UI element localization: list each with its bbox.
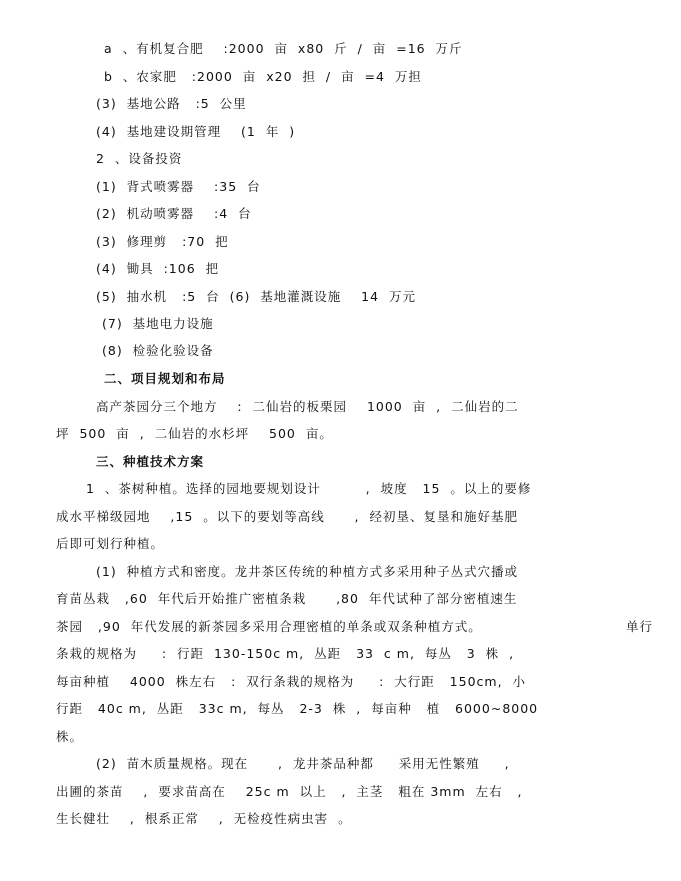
text-line: 成水平梯级园地 ,15 。以下的要划等高线 , 经初垦、复垦和施好基肥: [56, 509, 518, 524]
text-line: (5) 抽水机 :5 台 (6) 基地灌溉设施 14 万元: [96, 289, 417, 304]
text-line: 每亩种植 4000 株左右 : 双行条栽的规格为 : 大行距 150cm, 小: [56, 674, 527, 689]
text-line: (1) 种植方式和密度。龙井茶区传统的种植方式多采用种子丛式穴播或: [96, 564, 519, 579]
text-line: 育苗丛栽 ,60 年代后开始推广密植条栽 ,80 年代试种了部分密植速生: [56, 591, 518, 606]
text-line: (2) 机动喷雾器 :4 台: [96, 206, 252, 221]
text-line: 后即可划行种植。: [56, 536, 165, 551]
text-line: (4) 锄具 :106 把: [96, 261, 220, 276]
text-line: 单行: [626, 619, 654, 634]
text-line: a 、有机复合肥 :2000 亩 x80 斤 / 亩 =16 万斤: [104, 41, 463, 56]
text-line: (4) 基地建设期管理 (1 年 ): [96, 124, 296, 139]
text-line: (3) 修理剪 :70 把: [96, 234, 229, 249]
text-line: (8) 检验化验设备: [102, 343, 214, 358]
text-line: (3) 基地公路 :5 公里: [96, 96, 247, 111]
text-line: (2) 苗木质量规格。现在 , 龙井茶品种都 采用无性繁殖 ,: [96, 756, 510, 771]
text-line: 茶园 ,90 年代发展的新茶园多采用合理密植的单条或双条种植方式。: [56, 619, 482, 634]
section-heading: 二、项目规划和布局: [104, 371, 226, 386]
text-line: 坪 500 亩 , 二仙岩的水杉坪 500 亩。: [56, 426, 333, 441]
text-line: 1 、茶树种植。选择的园地要规划设计 , 坡度 15 。以上的要修: [86, 481, 532, 496]
text-line: 条栽的规格为 : 行距 130-150c m, 丛距 33 c m, 每丛 3 株 ,: [56, 646, 515, 661]
text-line: 高产茶园分三个地方 : 二仙岩的板栗园 1000 亩 , 二仙岩的二: [96, 399, 519, 414]
text-line: 出圃的茶苗 , 要求苗高在 25c m 以上 , 主茎 粗在 3mm 左右 ,: [56, 784, 523, 799]
text-line: (7) 基地电力设施: [102, 316, 214, 331]
section-heading: 三、种植技术方案: [96, 454, 205, 469]
text-line: 2 、设备投资: [96, 151, 183, 166]
text-line: b 、农家肥 :2000 亩 x20 担 / 亩 =4 万担: [104, 69, 422, 84]
text-line: 生长健壮 , 根系正常 , 无检疫性病虫害 。: [56, 811, 352, 826]
text-line: (1) 背式喷雾器 :35 台: [96, 179, 261, 194]
text-line: 株。: [56, 729, 84, 744]
text-line: 行距 40c m, 丛距 33c m, 每丛 2-3 株 , 每亩种 植 6000~8000: [56, 701, 539, 716]
